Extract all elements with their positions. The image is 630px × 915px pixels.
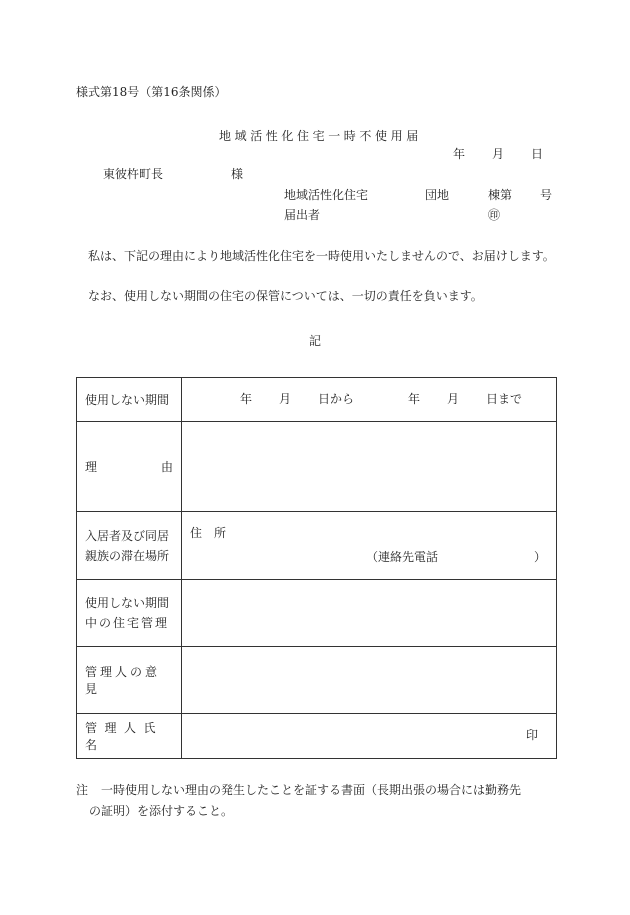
manager-seal-mark: 印 <box>526 728 539 742</box>
residence-label-line1: 入居者及び同居 <box>85 528 170 543</box>
management-label-cell <box>77 580 182 647</box>
management-value-cell[interactable] <box>182 580 557 647</box>
period-value-cell[interactable] <box>182 378 557 422</box>
period-label-cell <box>77 378 182 422</box>
housing-label: 地域活性化住宅 <box>284 188 369 202</box>
form-title: 地域活性化住宅一時不使用届 <box>219 129 422 143</box>
manager-name-label-cell <box>77 714 182 759</box>
reason-label-left: 理 <box>85 460 98 474</box>
reason-label-right: 由 <box>160 460 173 474</box>
period-from-month: 月 <box>279 392 292 406</box>
note-prefix: 注 <box>76 783 89 797</box>
note-line-1: 一時使用しない理由の発生したことを証する書面（長期出張の場合には勤務先 <box>101 783 522 797</box>
reason-value-cell[interactable] <box>182 422 557 512</box>
reason-label-cell <box>77 422 182 512</box>
tou-label: 棟第 <box>488 188 513 202</box>
addressee-name: 東彼杵町長 <box>103 167 164 181</box>
addressee-honorific: 様 <box>231 167 244 181</box>
body-paragraph-1: 私は、下記の理由により地域活性化住宅を一時使用いたしませんので、お届けします。 <box>88 249 555 263</box>
contact-phone-close: ） <box>533 550 546 564</box>
manager-name-label: 管理人氏名 <box>85 721 164 752</box>
row-period <box>77 378 557 422</box>
contact-phone <box>366 548 546 565</box>
period-label: 使用しない期間 <box>85 393 170 407</box>
danchi-label: 団地 <box>425 188 450 202</box>
management-label-line1: 使用しない期間 <box>85 596 170 610</box>
gou-label: 号 <box>540 188 553 202</box>
address-label: 住 所 <box>190 526 227 540</box>
row-manager-name <box>77 714 557 759</box>
row-residence <box>77 512 557 580</box>
row-reason <box>77 422 557 512</box>
manager-name-value-cell[interactable] <box>182 714 557 759</box>
body-paragraph-2: なお、使用しない期間の住宅の保管については、一切の責任を負います。 <box>88 289 483 303</box>
period-to-day: 日まで <box>486 392 523 406</box>
form-number: 様式第18号（第16条関係） <box>76 85 227 99</box>
manager-opinion-label-cell <box>77 647 182 714</box>
contact-phone-open: （連絡先電話 <box>366 550 439 564</box>
date-year: 年 <box>453 147 466 161</box>
row-management <box>77 580 557 647</box>
submitter-label: 届出者 <box>284 208 321 222</box>
submitter-seal: ㊞ <box>488 208 501 222</box>
residence-label-cell <box>77 512 182 580</box>
ki-heading: 記 <box>309 334 322 348</box>
row-manager-opinion <box>77 647 557 714</box>
residence-label-line2: 親族の滞在場所 <box>85 548 170 563</box>
note-line-2: の証明）を添付すること。 <box>89 804 234 818</box>
period-to-year: 年 <box>408 392 421 406</box>
manager-opinion-value-cell[interactable] <box>182 647 557 714</box>
date-day: 日 <box>531 147 544 161</box>
period-from-year: 年 <box>240 392 253 406</box>
management-label-line2: 中の住宅管理 <box>85 616 170 630</box>
date-month: 月 <box>492 147 505 161</box>
period-to-month: 月 <box>447 392 460 406</box>
manager-opinion-label: 管理人の意見 <box>85 665 161 696</box>
form-table <box>76 377 557 759</box>
residence-value-cell[interactable] <box>182 512 557 580</box>
period-from-day: 日から <box>318 392 355 406</box>
